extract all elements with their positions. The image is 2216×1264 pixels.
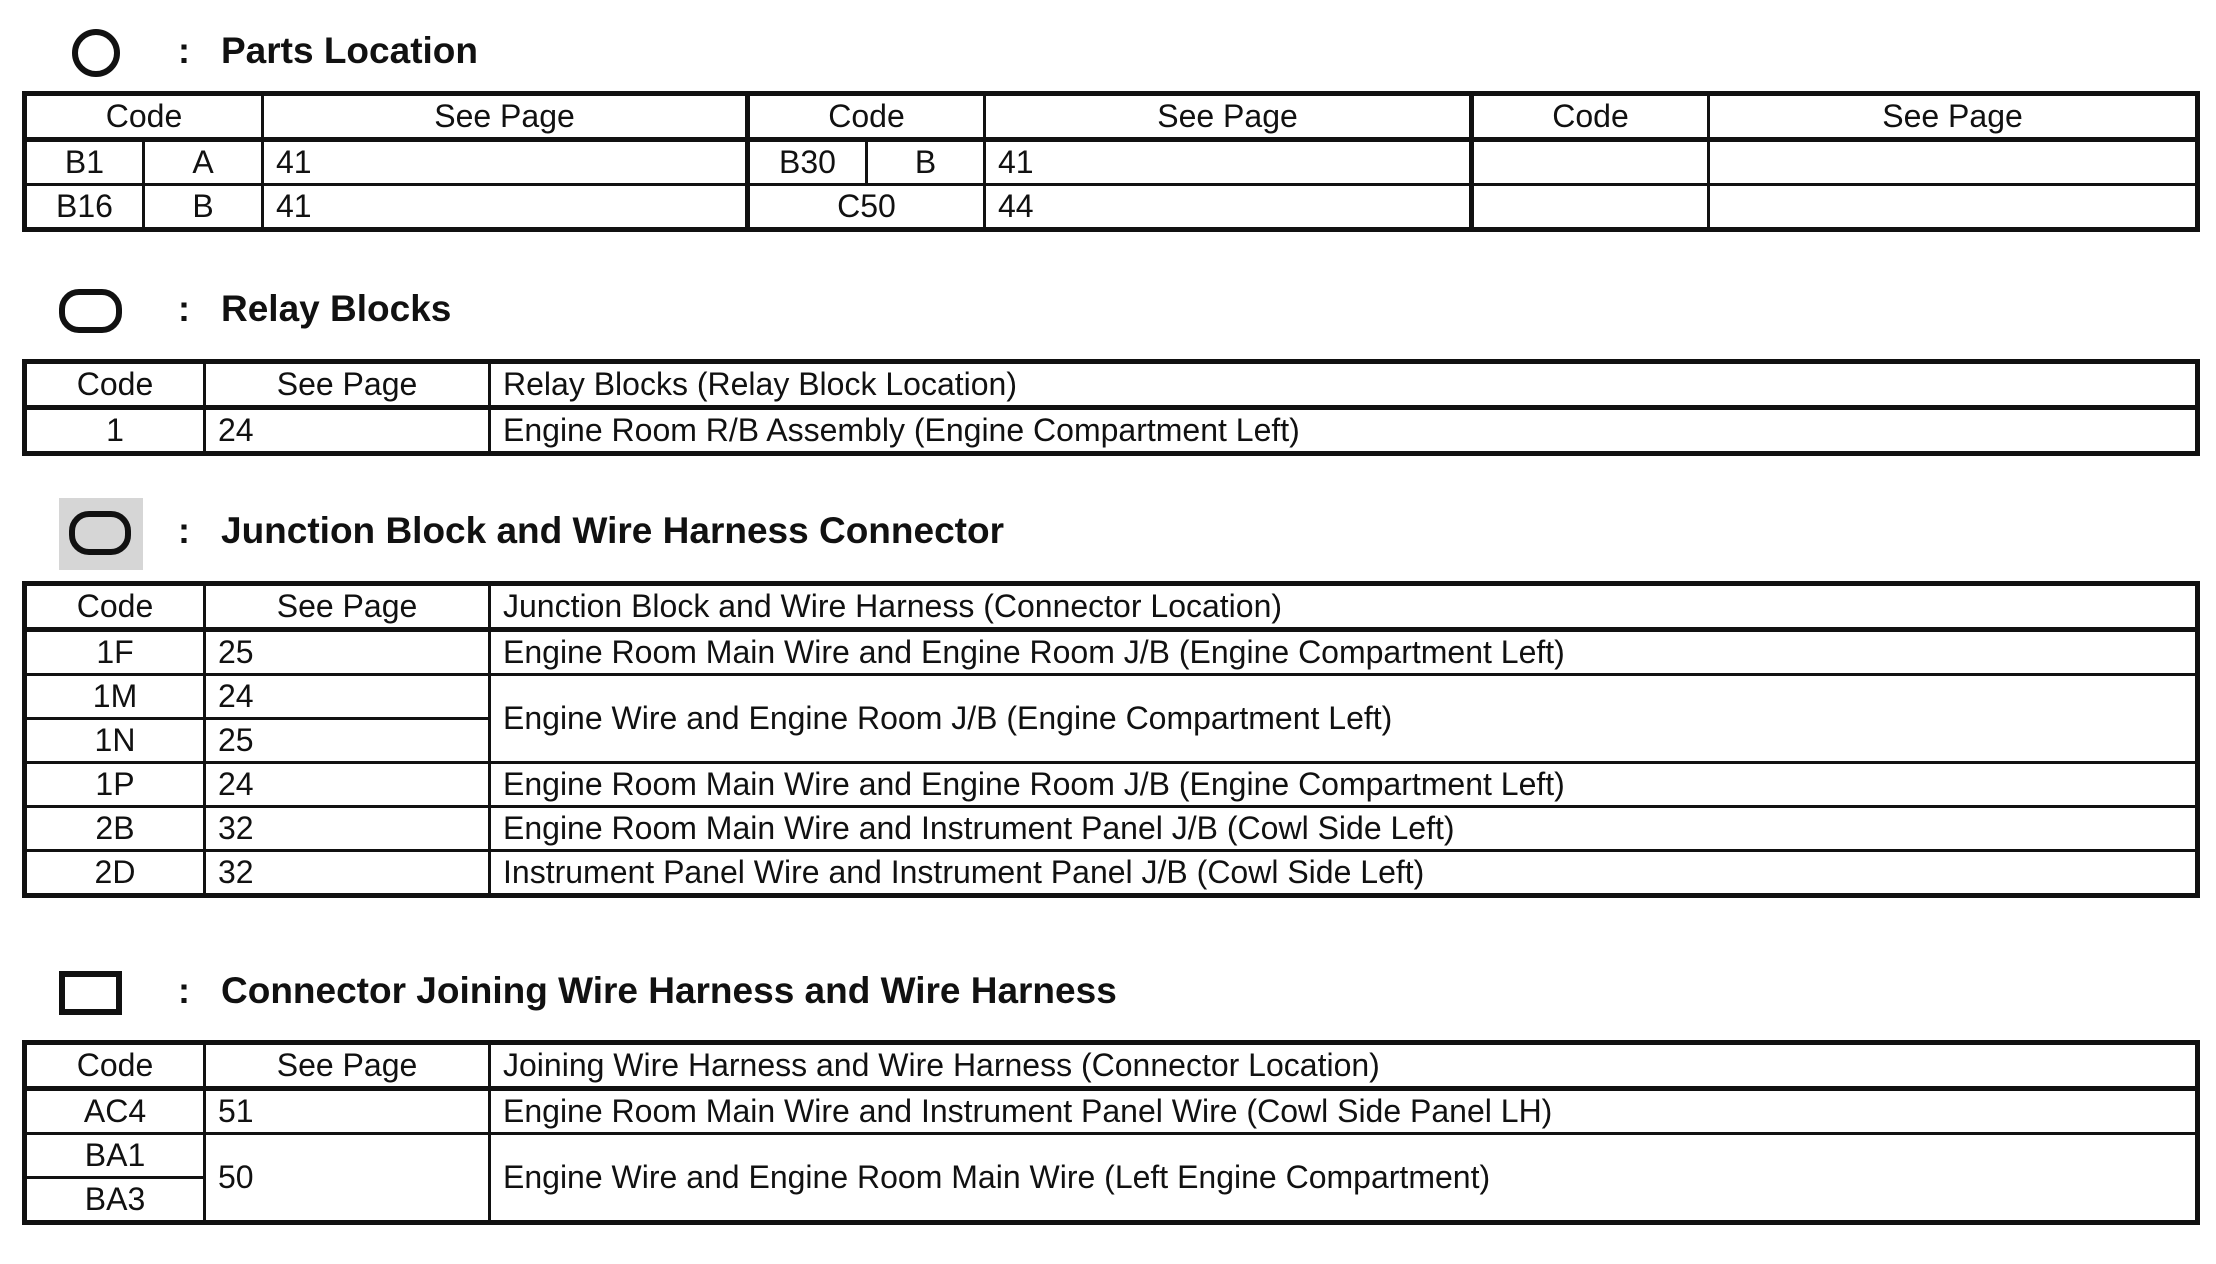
connector-joining-heading	[0, 964, 2216, 1024]
header-description: Junction Block and Wire Harness (Connector Location)	[490, 584, 2198, 630]
description-cell: Engine Room Main Wire and Instrument Panel J/B (Cowl Side Left)	[490, 807, 2198, 851]
code-cell: C50	[748, 185, 985, 230]
header-code: Code	[1472, 94, 1709, 140]
header-see-page: See Page	[205, 584, 490, 630]
table-header-row	[25, 584, 2198, 630]
table-row	[25, 140, 2198, 185]
code-cell: 1N	[25, 719, 205, 763]
header-see-page: See Page	[205, 362, 490, 408]
code-cell: 1F	[25, 630, 205, 675]
header-see-page: See Page	[1709, 94, 2198, 140]
code-cell	[1472, 140, 1709, 185]
table-row	[25, 408, 2198, 454]
code-cell: 1	[25, 408, 205, 454]
page-cell: 24	[205, 408, 490, 454]
header-description: Relay Blocks (Relay Block Location)	[490, 362, 2198, 408]
table-row	[25, 1134, 2198, 1178]
table-row	[25, 807, 2198, 851]
table-row	[25, 851, 2198, 896]
code-suffix-cell: A	[144, 140, 263, 185]
description-cell: Engine Wire and Engine Room J/B (Engine Compartment Left)	[490, 675, 2198, 763]
header-description: Joining Wire Harness and Wire Harness (Connector Location)	[490, 1043, 2198, 1089]
code-cell	[1472, 185, 1709, 230]
code-cell: AC4	[25, 1089, 205, 1134]
header-code: Code	[25, 1043, 205, 1089]
connector-joining-table	[22, 1040, 2200, 1225]
page-cell: 41	[263, 185, 748, 230]
heading-colon: :	[178, 970, 190, 1011]
table-row	[25, 763, 2198, 807]
code-cell: B30	[748, 140, 867, 185]
rectangle-symbol-icon	[59, 971, 122, 1015]
code-suffix-cell: B	[867, 140, 985, 185]
description-cell: Engine Room Main Wire and Engine Room J/B (Engine Compartment Left)	[490, 763, 2198, 807]
junction-block-heading	[0, 498, 2216, 558]
page-cell: 50	[205, 1134, 490, 1223]
page-cell: 32	[205, 851, 490, 896]
description-cell: Engine Room Main Wire and Instrument Panel Wire (Cowl Side Panel LH)	[490, 1089, 2198, 1134]
page-cell	[1709, 185, 2198, 230]
header-code: Code	[748, 94, 985, 140]
table-row	[25, 675, 2198, 719]
relay-blocks-heading	[0, 282, 2216, 342]
shaded-rounded-rectangle-symbol-icon	[69, 511, 131, 555]
table-row	[25, 630, 2198, 675]
header-code: Code	[25, 584, 205, 630]
description-cell: Engine Wire and Engine Room Main Wire (Left Engine Compartment)	[490, 1134, 2198, 1223]
page-cell: 32	[205, 807, 490, 851]
description-cell: Instrument Panel Wire and Instrument Panel J/B (Cowl Side Left)	[490, 851, 2198, 896]
heading-colon: :	[178, 510, 190, 551]
rounded-rectangle-symbol-icon	[59, 289, 122, 333]
header-code: Code	[25, 94, 263, 140]
page-cell	[1709, 140, 2198, 185]
page-cell: 24	[205, 675, 490, 719]
code-suffix-cell: B	[144, 185, 263, 230]
table-header-row	[25, 362, 2198, 408]
code-cell: 2D	[25, 851, 205, 896]
table-row	[25, 1089, 2198, 1134]
page-cell: 25	[205, 719, 490, 763]
section-title-junction-block: Junction Block and Wire Harness Connector	[221, 510, 1004, 551]
junction-block-table	[22, 581, 2200, 898]
code-cell: 1M	[25, 675, 205, 719]
relay-blocks-table	[22, 359, 2200, 456]
page-cell: 41	[985, 140, 1472, 185]
code-cell: 2B	[25, 807, 205, 851]
page-cell: 41	[263, 140, 748, 185]
page-cell: 24	[205, 763, 490, 807]
code-cell: 1P	[25, 763, 205, 807]
code-cell: B16	[25, 185, 144, 230]
header-see-page: See Page	[985, 94, 1472, 140]
table-header-row	[25, 94, 2198, 140]
code-cell: B1	[25, 140, 144, 185]
heading-colon: :	[178, 30, 190, 71]
header-see-page: See Page	[205, 1043, 490, 1089]
header-see-page: See Page	[263, 94, 748, 140]
section-title-connector-joining: Connector Joining Wire Harness and Wire Harness	[221, 970, 1117, 1011]
parts-location-table	[22, 91, 2200, 232]
section-title-relay-blocks: Relay Blocks	[221, 288, 452, 329]
header-code: Code	[25, 362, 205, 408]
page-cell: 25	[205, 630, 490, 675]
page-cell: 44	[985, 185, 1472, 230]
page-cell: 51	[205, 1089, 490, 1134]
section-title-parts-location: Parts Location	[221, 30, 478, 71]
description-cell: Engine Room Main Wire and Engine Room J/B (Engine Compartment Left)	[490, 630, 2198, 675]
heading-colon: :	[178, 288, 190, 329]
table-row	[25, 185, 2198, 230]
circle-symbol-icon	[72, 29, 120, 77]
code-cell: BA3	[25, 1178, 205, 1223]
description-cell: Engine Room R/B Assembly (Engine Compartment Left)	[490, 408, 2198, 454]
parts-location-heading	[0, 24, 2216, 84]
table-header-row	[25, 1043, 2198, 1089]
code-cell: BA1	[25, 1134, 205, 1178]
